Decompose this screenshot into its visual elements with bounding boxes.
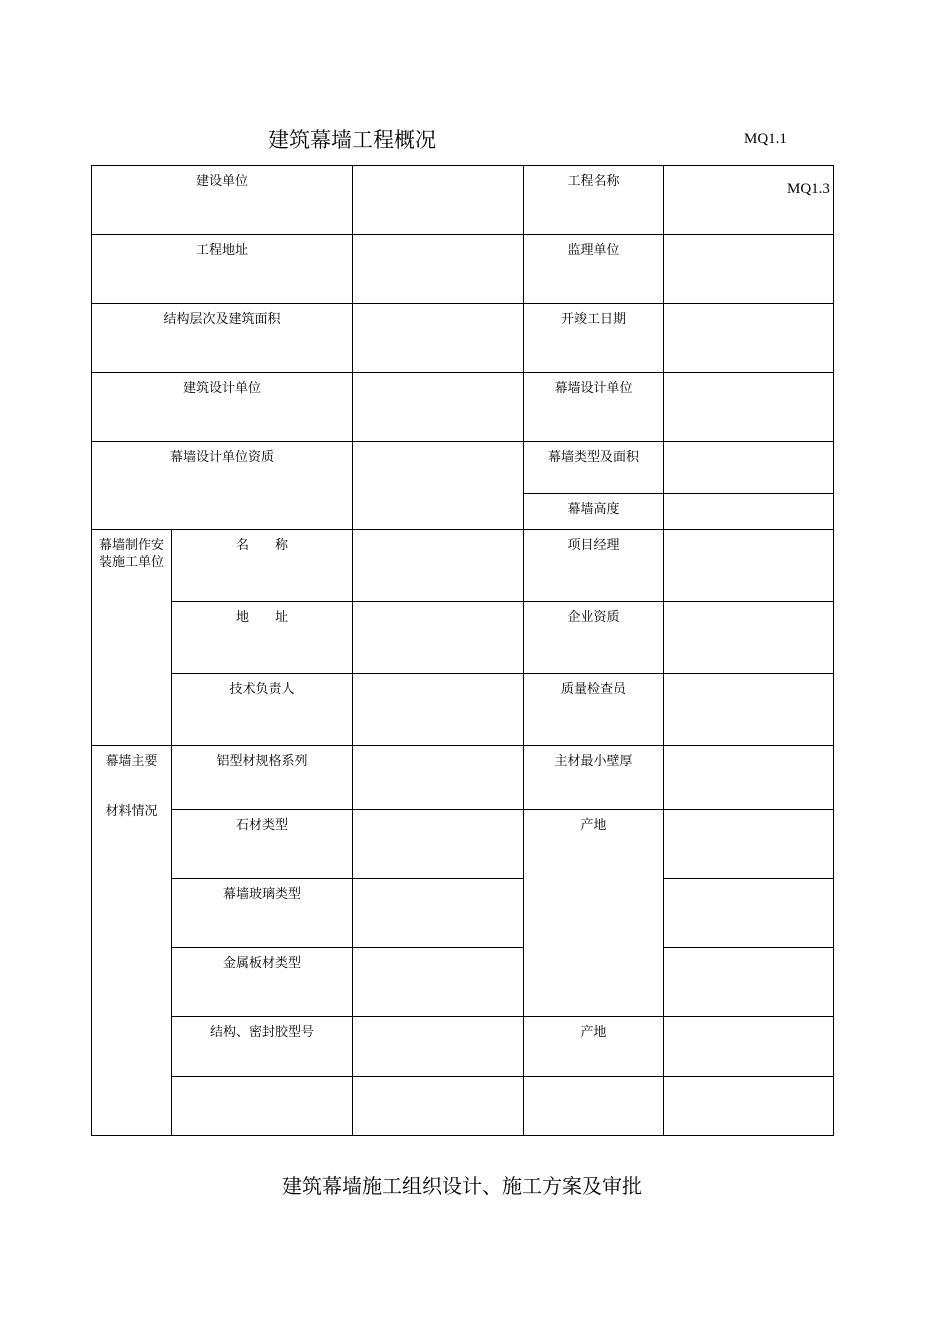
form-code-secondary: MQ1.3 xyxy=(787,181,830,197)
value-cell[interactable] xyxy=(664,442,834,494)
table-row xyxy=(92,879,834,948)
label-cell: 幕墙设计单位资质 xyxy=(92,442,353,530)
value-cell[interactable] xyxy=(353,674,524,746)
form-code: MQ1.1 xyxy=(744,131,787,147)
label-cell: 主材最小壁厚 xyxy=(524,746,664,810)
label-cell: 幕墙玻璃类型 xyxy=(172,879,353,948)
value-cell[interactable] xyxy=(524,1077,664,1136)
materials-group-label xyxy=(92,746,172,1136)
value-cell[interactable] xyxy=(353,304,524,373)
value-cell[interactable] xyxy=(353,810,524,879)
value-cell[interactable] xyxy=(664,602,834,674)
value-cell[interactable] xyxy=(664,1017,834,1077)
value-cell[interactable] xyxy=(353,1017,524,1077)
value-cell[interactable] xyxy=(353,166,524,235)
label-cell: 幕墙类型及面积 xyxy=(524,442,664,494)
table-row xyxy=(92,1077,834,1136)
value-cell[interactable] xyxy=(664,810,834,879)
table-row xyxy=(92,674,834,746)
table-row xyxy=(92,746,834,810)
label-cell: 项目经理 xyxy=(524,530,664,602)
label-cell: 建设单位 xyxy=(92,166,353,235)
value-cell[interactable] xyxy=(664,1077,834,1136)
value-cell[interactable] xyxy=(664,494,834,530)
value-cell[interactable] xyxy=(664,235,834,304)
value-cell[interactable] xyxy=(664,746,834,810)
value-cell[interactable] xyxy=(353,602,524,674)
label-cell: 建筑设计单位 xyxy=(92,373,353,442)
label-cell: 幕墙设计单位 xyxy=(524,373,664,442)
table-row xyxy=(92,530,834,602)
value-cell[interactable] xyxy=(353,373,524,442)
materials-label-line: 材料情况 xyxy=(105,804,158,819)
label-cell: 技术负责人 xyxy=(172,674,353,746)
form-title: 建筑幕墙工程概况 xyxy=(268,128,436,152)
table-row xyxy=(92,602,834,674)
value-cell[interactable] xyxy=(664,879,834,948)
label-cell: 监理单位 xyxy=(524,235,664,304)
table-row xyxy=(92,166,834,235)
label-cell: 石材类型 xyxy=(172,810,353,879)
value-cell[interactable] xyxy=(353,948,524,1017)
installer-group-label: 幕墙制作安装施工单位 xyxy=(92,530,172,746)
value-cell[interactable] xyxy=(664,304,834,373)
label-cell: 企业资质 xyxy=(524,602,664,674)
table-row xyxy=(92,304,834,373)
label-cell: 结构层次及建筑面积 xyxy=(92,304,353,373)
label-cell: 开竣工日期 xyxy=(524,304,664,373)
value-cell[interactable] xyxy=(353,1077,524,1136)
value-cell[interactable] xyxy=(664,948,834,1017)
label-cell: 幕墙高度 xyxy=(524,494,664,530)
label-cell: 质量检查员 xyxy=(524,674,664,746)
label-cell: 名 称 xyxy=(172,530,353,602)
value-cell[interactable] xyxy=(353,442,524,530)
table-row xyxy=(92,810,834,879)
label-cell: 金属板材类型 xyxy=(172,948,353,1017)
table-row xyxy=(92,1017,834,1077)
materials-label-line: 幕墙主要 xyxy=(105,754,158,769)
section-title: 建筑幕墙施工组织设计、施工方案及审批 xyxy=(282,1174,642,1198)
table-row xyxy=(92,235,834,304)
label-cell: 产地 xyxy=(524,810,664,1017)
label-cell: 地 址 xyxy=(172,602,353,674)
value-cell[interactable] xyxy=(353,746,524,810)
label-cell: 产地 xyxy=(524,1017,664,1077)
value-cell[interactable] xyxy=(172,1077,353,1136)
table-row xyxy=(92,948,834,1017)
table-row xyxy=(92,442,834,494)
label-cell: 铝型材规格系列 xyxy=(172,746,353,810)
value-cell[interactable] xyxy=(664,373,834,442)
project-overview-table xyxy=(91,165,834,1136)
value-cell[interactable] xyxy=(353,879,524,948)
value-cell[interactable] xyxy=(664,674,834,746)
label-cell: 工程名称 xyxy=(524,166,664,235)
value-cell[interactable] xyxy=(664,530,834,602)
table-row xyxy=(92,373,834,442)
value-cell[interactable] xyxy=(353,235,524,304)
value-cell[interactable] xyxy=(664,166,834,235)
label-cell: 工程地址 xyxy=(92,235,353,304)
value-cell[interactable] xyxy=(353,530,524,602)
label-cell: 结构、密封胶型号 xyxy=(172,1017,353,1077)
